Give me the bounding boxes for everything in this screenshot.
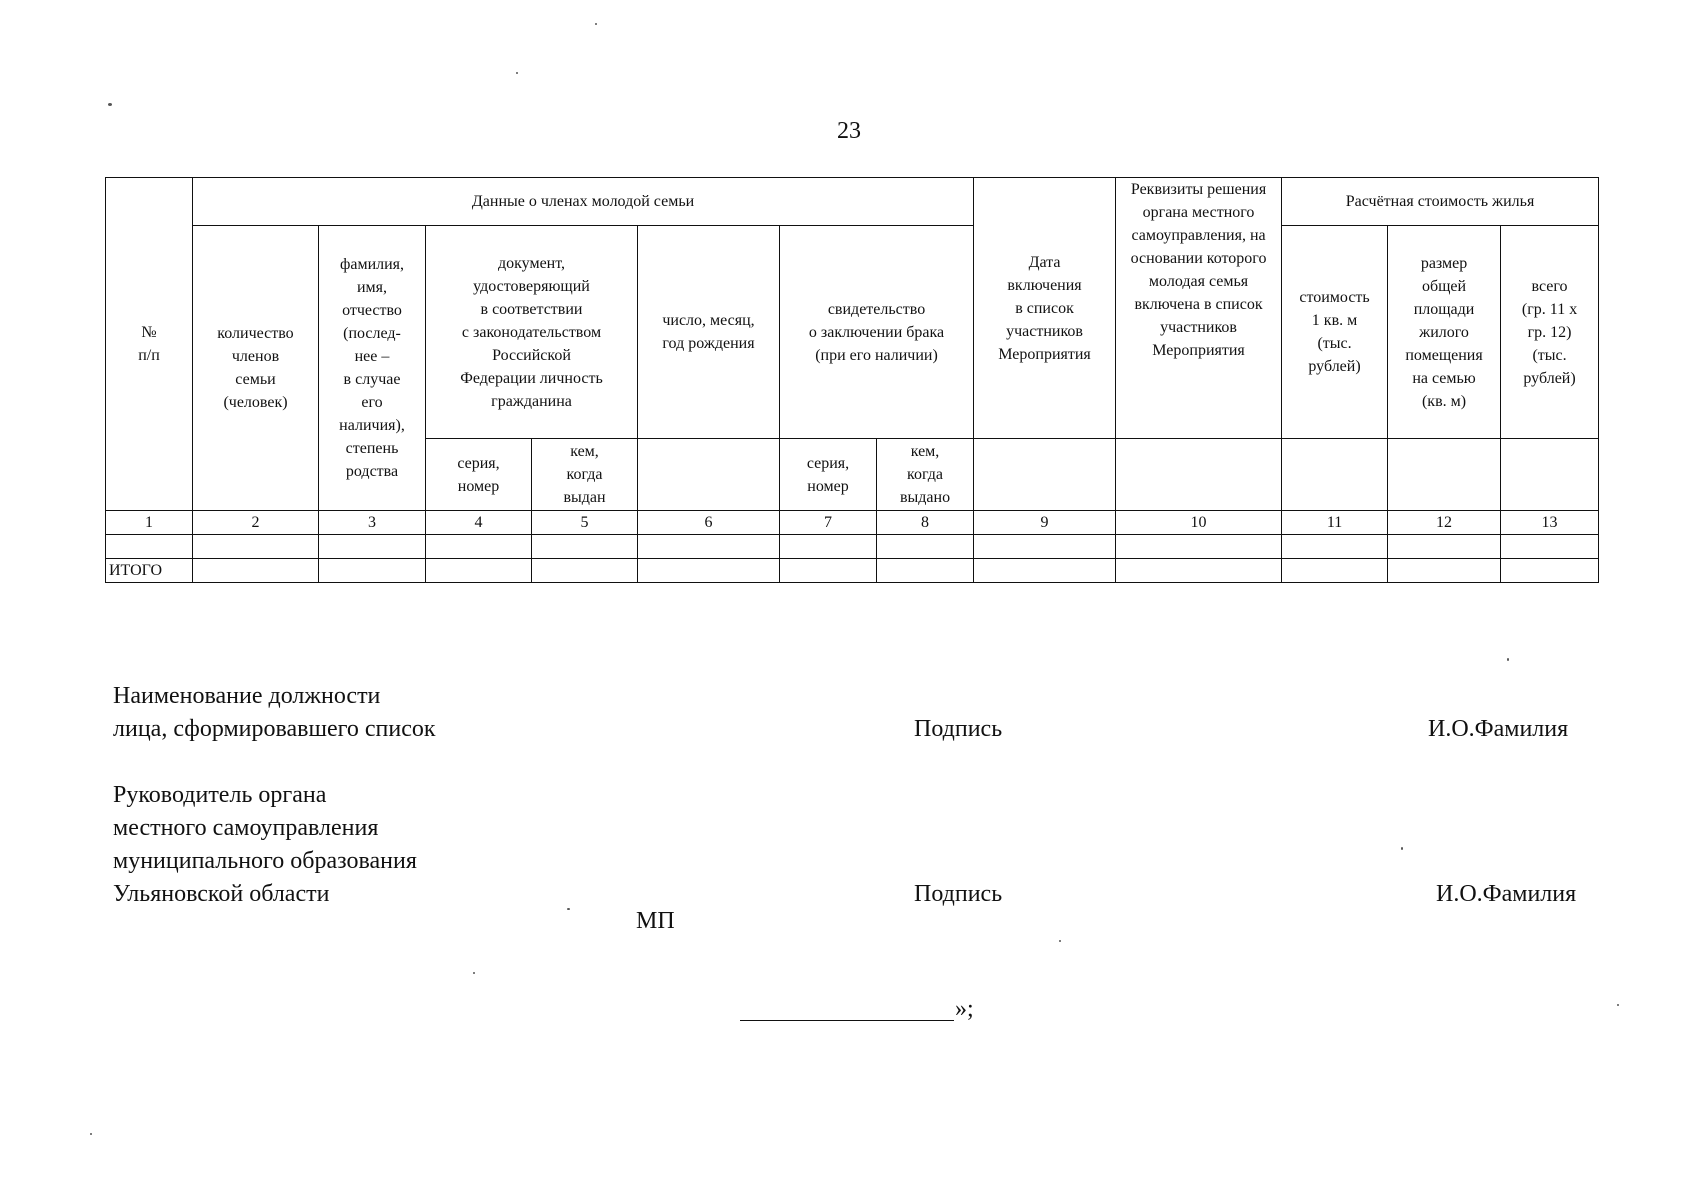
table-cell: [106, 535, 193, 559]
table-cell: [1282, 559, 1388, 583]
header-sqm-cost: стоимость 1 кв. м (тыс. рублей): [1282, 226, 1388, 439]
table-cell: [974, 535, 1116, 559]
signature-label: Подпись: [914, 881, 1003, 907]
total-row: [106, 559, 1599, 583]
table-cell: [1388, 535, 1501, 559]
table-cell: [1388, 559, 1501, 583]
scan-speck: [567, 908, 570, 910]
table-cell: [532, 535, 638, 559]
closing-line: [740, 1020, 954, 1021]
head-title: [113, 779, 417, 911]
table-cell: [638, 559, 780, 583]
header-full-name: фамилия, имя, отчество (послед- нее – в случае его наличия), степень родства: [319, 226, 426, 511]
empty-data-row: [106, 535, 1599, 559]
header-num: № п/п: [106, 178, 193, 511]
header-blank: [1388, 439, 1501, 511]
column-number: 13: [1501, 511, 1599, 535]
scan-speck: [1059, 940, 1061, 942]
table-cell: [877, 559, 974, 583]
column-number: 3: [319, 511, 426, 535]
column-number: 10: [1116, 511, 1282, 535]
head-title-line: местного самоуправления: [113, 815, 379, 841]
header-blank: [1282, 439, 1388, 511]
header-total-cost: всего (гр. 11 х гр. 12) (тыс. рублей): [1501, 226, 1599, 439]
column-number-row: [106, 511, 1599, 535]
header-inclusion-date: Дата включения в список участников Мероприятия: [974, 178, 1116, 439]
position-title-line: Наименование должности: [113, 683, 381, 709]
column-number: 11: [1282, 511, 1388, 535]
family-list-table: [105, 177, 1599, 583]
scan-speck: [473, 972, 475, 974]
column-number: 4: [426, 511, 532, 535]
scan-speck: [516, 72, 518, 74]
closing-quote: »;: [955, 996, 974, 1022]
header-marriage-series: серия, номер: [780, 439, 877, 511]
head-title-line: муниципального образования: [113, 848, 417, 874]
header-doc-issued: кем, когда выдан: [532, 439, 638, 511]
header-member-count: количество членов семьи (человек): [193, 226, 319, 511]
table-cell: [1501, 535, 1599, 559]
scan-speck: [1617, 1004, 1619, 1006]
column-number: 9: [974, 511, 1116, 535]
column-number: 7: [780, 511, 877, 535]
table-cell: [1501, 559, 1599, 583]
header-marriage-certificate: свидетельство о заключении брака (при его наличии): [780, 226, 974, 439]
table-cell: [877, 535, 974, 559]
header-row-2: [106, 226, 1599, 439]
header-housing-cost: Расчётная стоимость жилья: [1282, 178, 1599, 226]
name-placeholder: И.О.Фамилия: [1436, 881, 1577, 907]
table-cell: [319, 559, 426, 583]
header-marriage-issued: кем, когда выдано: [877, 439, 974, 511]
header-birth-date: число, месяц, год рождения: [638, 226, 780, 439]
header-blank: [974, 439, 1116, 511]
header-area: размер общей площади жилого помещения на семью (кв. м): [1388, 226, 1501, 439]
table-cell: [319, 535, 426, 559]
column-number: 6: [638, 511, 780, 535]
scan-speck: [1401, 847, 1403, 850]
table-cell: [780, 559, 877, 583]
table-cell: [426, 559, 532, 583]
header-identity-document: документ, удостоверяющий в соответствии с законодательством Российской Федерации личность гражданина: [426, 226, 638, 439]
header-decision-requisites: Реквизиты решения органа местного самоуправления, на основании которого молодая семья включена в список участников Мероприятия: [1116, 178, 1282, 439]
scan-speck: [595, 23, 597, 25]
table-cell: [1116, 559, 1282, 583]
header-blank: [1116, 439, 1282, 511]
head-title-line: Руководитель органа: [113, 782, 327, 808]
header-row-1: [106, 178, 1599, 226]
name-placeholder: И.О.Фамилия: [1428, 716, 1569, 742]
column-number: 2: [193, 511, 319, 535]
scan-speck: [90, 1133, 92, 1135]
column-number: 1: [106, 511, 193, 535]
table-cell: [974, 559, 1116, 583]
table-cell: [1116, 535, 1282, 559]
scan-speck: [108, 103, 112, 106]
table-cell: [193, 535, 319, 559]
column-number: 12: [1388, 511, 1501, 535]
header-family-members: Данные о членах молодой семьи: [193, 178, 974, 226]
table-cell: [638, 535, 780, 559]
header-blank: [1501, 439, 1599, 511]
table-cell: [780, 535, 877, 559]
column-number: 8: [877, 511, 974, 535]
table-cell: [426, 535, 532, 559]
header-birth-blank: [638, 439, 780, 511]
position-title-line: лица, сформировавшего список: [113, 716, 436, 742]
page-number: 23: [837, 118, 861, 144]
table-cell: [532, 559, 638, 583]
table-cell: [1282, 535, 1388, 559]
header-doc-series: серия, номер: [426, 439, 532, 511]
scan-speck: [1507, 658, 1509, 661]
column-number: 5: [532, 511, 638, 535]
position-title: [113, 680, 436, 746]
signature-label: Подпись: [914, 716, 1003, 742]
table-cell: [193, 559, 319, 583]
total-label: ИТОГО: [106, 559, 193, 583]
stamp-place: МП: [636, 908, 675, 934]
head-title-line: Ульяновской области: [113, 881, 330, 907]
